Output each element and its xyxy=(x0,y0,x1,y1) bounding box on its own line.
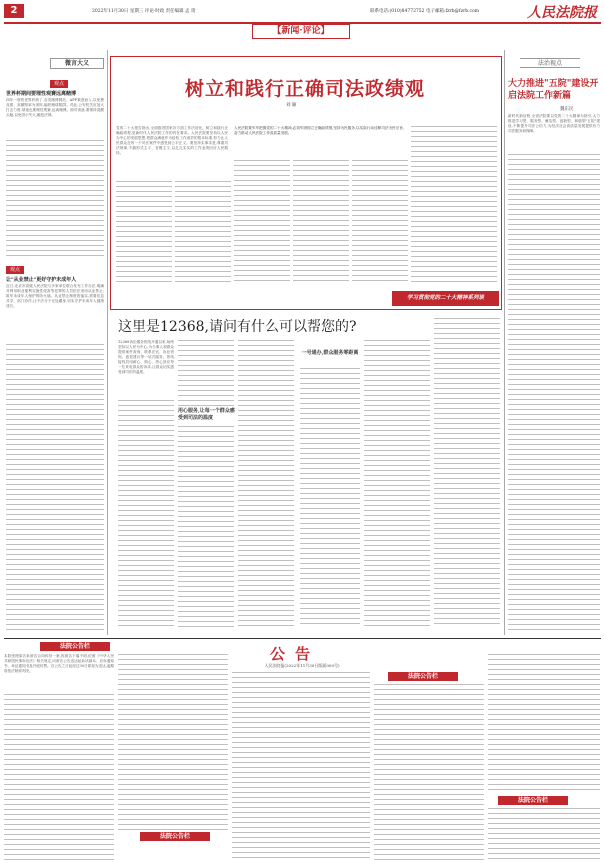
left-headline-1: 世界杯期间要理性观赛远离赌博 xyxy=(6,91,77,97)
notice-subtitle: 人民法院报(2022年11月30日版面000号) xyxy=(264,663,340,668)
feature-title: 这里是12368,请问有什么可以帮您的? xyxy=(118,319,357,335)
main-article-col-1 xyxy=(116,181,172,285)
left-text-1: 四年一度的世界杯到了,各类赌博网站、APP乘虚而入,以免费竞猜、高额赔率为诱饵,编织赌球陷阱。对此,公安机关应加大打击力度,球迷也要理性观赛,远离赌博。面对诱惑,要保持清醒头脑,以免因小失大,触犯法律。 xyxy=(6,98,104,117)
left-text-2: 近日,北京市高级人民法院与多家单位联合发布工作办法,明确对利用职业便利实施性侵害等犯罪的人员依法适用从业禁止,筑牢未成年人保护的防火墙。从业禁止制度的落实,需要信息共享、部门协作,让不法分子无处藏身,切实守护未成年人健康成长。 xyxy=(6,284,104,308)
main-article-col-5 xyxy=(352,160,408,285)
main-article-banner-text: 学习贯彻党的二十大精神系列谈 xyxy=(406,295,484,301)
main-article-author: 刘 颖 xyxy=(286,103,297,108)
feature-col-2 xyxy=(178,340,234,406)
bottom-box-4: 法院公告栏 xyxy=(498,796,568,805)
main-article-col-6 xyxy=(411,126,497,285)
newspaper-logo: 人民法院报 xyxy=(527,5,597,21)
right-box-title: 法治视点 xyxy=(520,58,580,68)
main-article-body: 党的二十大报告指出,全面推进国家各方面工作法治化。树立和践行正确政绩观,是新时代人民法院工作的内在要求。人民法院要坚持以人民为中心的发展思想,把群众满意作为检验工作成效的根本标准,努力让人民群众在每一个司法案件中感受到公平正义。要坚持实事求是,尊重司法规律,不搞形式主义、官僚主义,以扎扎实实的工作业绩回应人民期待。 xyxy=(116,126,228,155)
feature-subhead-2: 一号通办,群众服务零距离 xyxy=(301,350,359,356)
notice-col-1 xyxy=(4,694,114,860)
feature-col-1 xyxy=(118,400,174,628)
feature-col-5 xyxy=(364,340,430,628)
feature-text: 12368诉讼服务热线开通以来,始终坚持以人民为中心,为当事人和群众提供案件查询、联系法官、诉讼咨询、意见建议等一站式服务。热线接线员用耐心、细心、热心回应每一位来电群众的诉求,让群众切实感受到司法的温度。 xyxy=(118,340,174,374)
left-tag-1: 观点 xyxy=(50,80,68,88)
notice-col-5 xyxy=(488,654,600,792)
main-article-col-2 xyxy=(175,181,231,285)
feature-col-2b xyxy=(178,426,234,628)
feature-col-3 xyxy=(238,340,294,628)
right-author: 魏东民 xyxy=(560,107,574,112)
left-text-lines-1 xyxy=(6,140,104,258)
right-text-lines xyxy=(508,154,600,634)
main-article-col-3 xyxy=(234,160,290,285)
main-article-title: 树立和践行正确司法政绩观 xyxy=(184,78,425,100)
notice-text: 本院受理原告诉被告合同纠纷一案,因被告下落不明,依照《中华人民共和国民事诉讼法》相关规定,向被告公告送达起诉状副本、应诉通知书、举证通知书及开庭传票。自公告之日起经过30日即视为送达,逾期将依法缺席判决。 xyxy=(4,654,114,673)
masthead-date-line: 2022年11月30日 星期三 评论·时政 责任编辑 孟 琦 xyxy=(92,9,196,14)
bottom-box-1: 法院公告栏 xyxy=(40,642,110,651)
left-column-divider xyxy=(107,50,108,635)
left-headline-2: 让"从业禁止"更好守护未成年人 xyxy=(6,277,77,283)
notice-col-2 xyxy=(118,654,228,830)
right-column-divider xyxy=(504,50,505,635)
feature-col-4 xyxy=(300,368,360,628)
notice-col-4 xyxy=(374,684,484,860)
masthead-contact: 联系电话:(010)84772752 电子邮箱:fzrb@fzrb.com xyxy=(370,9,480,14)
bottom-box-2: 法院公告栏 xyxy=(388,672,458,681)
section-label: 【新闻·评论】 xyxy=(252,24,350,39)
page-number-badge xyxy=(4,4,24,18)
left-text-lines-2 xyxy=(6,344,104,634)
feature-subhead-1: 用心服务,让每一个群众感受到司法的温度 xyxy=(178,408,235,421)
notice-col-6 xyxy=(488,808,600,860)
main-article-col-4 xyxy=(293,160,349,285)
right-headline: 大力推进"五院"建设开启法院工作新篇 xyxy=(508,79,599,101)
main-article-lead: 人民法院要牢牢把握党的二十大精神,必须牢固树立正确政绩观,坚持为民服务,以实际行动诠释司法为民宗旨,奋力推动人民法院工作高质量发展。 xyxy=(234,126,404,135)
notice-col-3 xyxy=(232,672,370,860)
page-number: 2 xyxy=(10,5,18,16)
right-text: 新时代新征程,全省法院要以党的二十大精神为指引,大力推进学习型、服务型、廉洁型、创新型、和谐型"五院"建设,不断提升司法公信力,为经济社会高质量发展提供有力司法服务和保障。 xyxy=(508,114,600,133)
bottom-box-3: 法院公告栏 xyxy=(140,832,210,841)
feature-col-6 xyxy=(434,318,500,628)
left-box-title: 微言大义 xyxy=(50,58,104,69)
bottom-section-rule xyxy=(4,638,601,639)
notice-title: 公告 xyxy=(270,645,321,663)
left-tag-2: 观点 xyxy=(6,266,24,274)
